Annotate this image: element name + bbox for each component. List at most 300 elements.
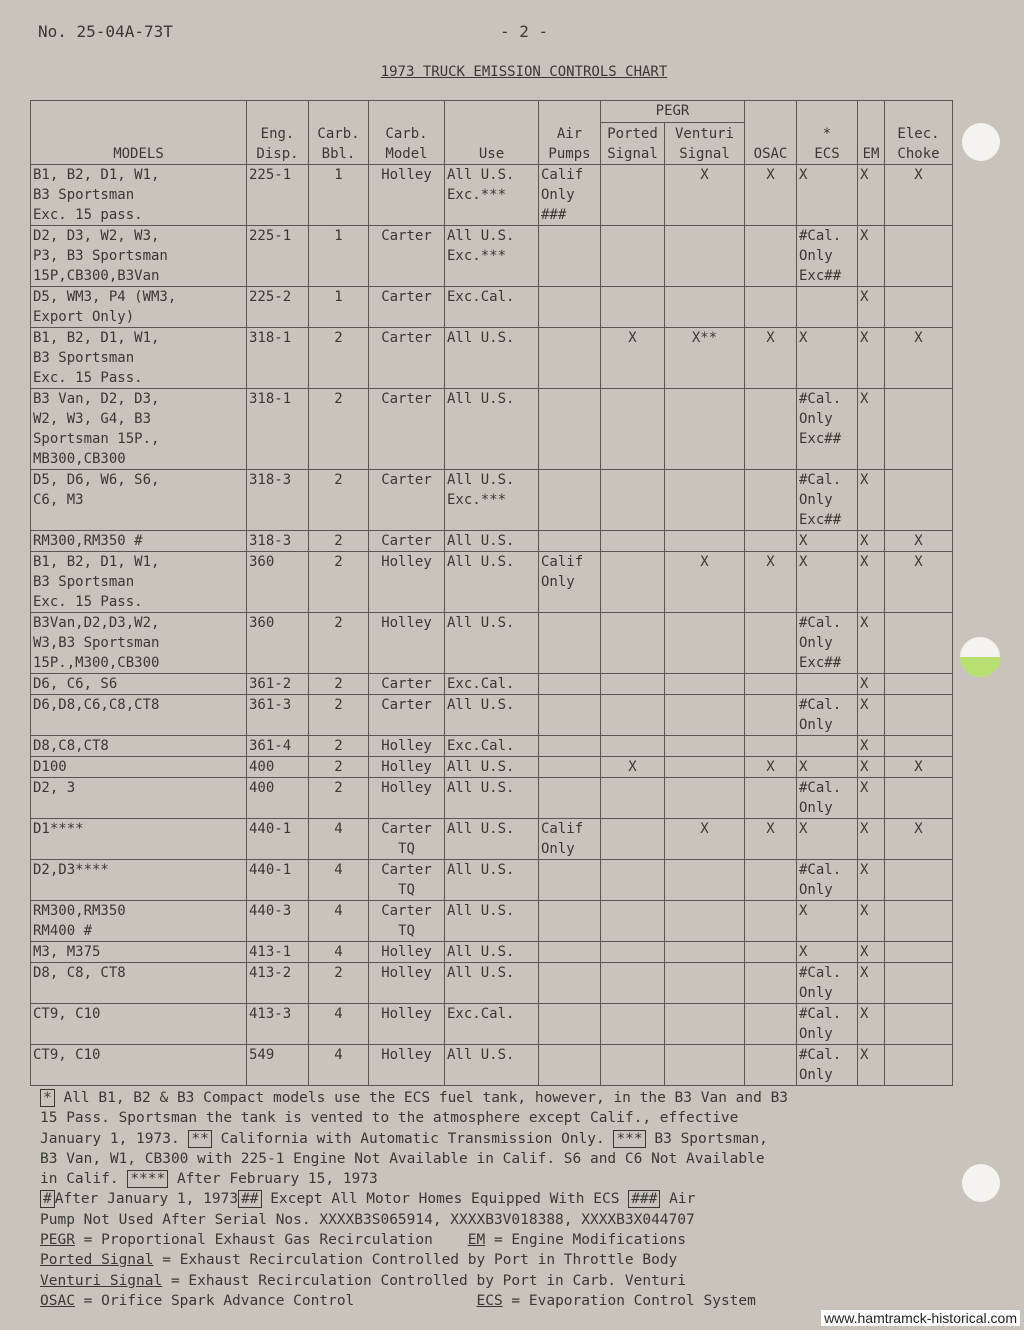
cell-elec-choke: X bbox=[885, 819, 953, 860]
cell-air-pumps: Calif Only bbox=[539, 552, 601, 613]
chart-title: 1973 TRUCK EMISSION CONTROLS CHART bbox=[380, 64, 668, 80]
col-carb-bbl: Carb. Bbl. bbox=[309, 101, 369, 165]
cell-ported-signal bbox=[601, 287, 665, 328]
cell-venturi-signal bbox=[665, 736, 745, 757]
cell-use: All U.S. bbox=[445, 1045, 539, 1086]
col-venturi-signal: Venturi Signal bbox=[665, 123, 745, 165]
cell-ported-signal: X bbox=[601, 328, 665, 389]
cell-venturi-signal: X** bbox=[665, 328, 745, 389]
footnote-2star-box: ** bbox=[188, 1130, 211, 1148]
cell-models: CT9, C10 bbox=[31, 1004, 247, 1045]
cell-models: RM300,RM350 RM400 # bbox=[31, 901, 247, 942]
cell-use: All U.S. bbox=[445, 757, 539, 778]
cell-em: X bbox=[858, 552, 885, 613]
table-row bbox=[31, 1004, 953, 1045]
table-row bbox=[31, 287, 953, 328]
cell-ported-signal bbox=[601, 552, 665, 613]
cell-use: All U.S. bbox=[445, 695, 539, 736]
cell-ported-signal bbox=[601, 470, 665, 531]
cell-ported-signal bbox=[601, 531, 665, 552]
cell-ecs: #Cal. Only bbox=[797, 1045, 858, 1086]
cell-air-pumps bbox=[539, 942, 601, 963]
cell-osac bbox=[745, 695, 797, 736]
cell-ecs: #Cal. Only bbox=[797, 695, 858, 736]
cell-elec-choke bbox=[885, 470, 953, 531]
cell-air-pumps bbox=[539, 1004, 601, 1045]
cell-carb-bbl: 4 bbox=[309, 1004, 369, 1045]
cell-osac: X bbox=[745, 757, 797, 778]
table-row bbox=[31, 695, 953, 736]
cell-use: All U.S. Exc.*** bbox=[445, 226, 539, 287]
col-ported-signal: Ported Signal bbox=[601, 123, 665, 165]
cell-air-pumps bbox=[539, 674, 601, 695]
cell-em: X bbox=[858, 226, 885, 287]
cell-ported-signal bbox=[601, 736, 665, 757]
binder-hole-top bbox=[962, 123, 1000, 161]
cell-em: X bbox=[858, 1045, 885, 1086]
term-osac: OSAC bbox=[40, 1292, 75, 1309]
col-ecs: * ECS bbox=[797, 101, 858, 165]
emission-controls-table bbox=[30, 100, 953, 1086]
cell-models: B3Van,D2,D3,W2, W3,B3 Sportsman 15P.,M300,CB300 bbox=[31, 613, 247, 674]
cell-venturi-signal bbox=[665, 942, 745, 963]
cell-carb-model: Carter bbox=[369, 674, 445, 695]
cell-air-pumps bbox=[539, 901, 601, 942]
cell-elec-choke bbox=[885, 778, 953, 819]
cell-models: D2, 3 bbox=[31, 778, 247, 819]
cell-carb-bbl: 2 bbox=[309, 695, 369, 736]
table-row bbox=[31, 328, 953, 389]
cell-venturi-signal bbox=[665, 901, 745, 942]
cell-ported-signal bbox=[601, 778, 665, 819]
cell-ported-signal bbox=[601, 901, 665, 942]
cell-em: X bbox=[858, 695, 885, 736]
cell-elec-choke: X bbox=[885, 531, 953, 552]
cell-carb-model: Holley bbox=[369, 963, 445, 1004]
cell-eng-disp: 225-2 bbox=[247, 287, 309, 328]
cell-ecs: X bbox=[797, 901, 858, 942]
cell-osac bbox=[745, 860, 797, 901]
footnote-4star-box: **** bbox=[127, 1170, 168, 1188]
cell-use: All U.S. bbox=[445, 963, 539, 1004]
table-row bbox=[31, 736, 953, 757]
watermark: www.hamtramck-historical.com bbox=[821, 1310, 1020, 1326]
cell-eng-disp: 318-3 bbox=[247, 531, 309, 552]
cell-venturi-signal: X bbox=[665, 165, 745, 226]
cell-ecs: X bbox=[797, 819, 858, 860]
cell-models: D5, D6, W6, S6, C6, M3 bbox=[31, 470, 247, 531]
cell-em: X bbox=[858, 942, 885, 963]
cell-carb-model: Carter TQ bbox=[369, 901, 445, 942]
cell-eng-disp: 318-3 bbox=[247, 470, 309, 531]
cell-use: All U.S. bbox=[445, 819, 539, 860]
footnote-star-box: * bbox=[40, 1089, 55, 1107]
cell-ecs: #Cal. Only bbox=[797, 1004, 858, 1045]
table-body bbox=[31, 165, 953, 1086]
cell-osac bbox=[745, 287, 797, 328]
cell-ecs bbox=[797, 674, 858, 695]
cell-use: All U.S. bbox=[445, 901, 539, 942]
cell-elec-choke: X bbox=[885, 328, 953, 389]
cell-carb-bbl: 2 bbox=[309, 674, 369, 695]
footnote-3hash-box: ### bbox=[628, 1190, 660, 1208]
cell-em: X bbox=[858, 165, 885, 226]
cell-air-pumps bbox=[539, 470, 601, 531]
cell-carb-bbl: 4 bbox=[309, 1045, 369, 1086]
term-venturi-signal: Venturi Signal bbox=[40, 1272, 163, 1289]
cell-air-pumps bbox=[539, 226, 601, 287]
cell-carb-model: Carter bbox=[369, 328, 445, 389]
term-ported-signal: Ported Signal bbox=[40, 1252, 154, 1269]
table-row bbox=[31, 963, 953, 1004]
cell-carb-model: Holley bbox=[369, 552, 445, 613]
cell-carb-bbl: 4 bbox=[309, 942, 369, 963]
cell-models: D8, C8, CT8 bbox=[31, 963, 247, 1004]
cell-carb-bbl: 2 bbox=[309, 778, 369, 819]
cell-use: All U.S. Exc.*** bbox=[445, 165, 539, 226]
cell-use: All U.S. bbox=[445, 328, 539, 389]
cell-use: All U.S. bbox=[445, 778, 539, 819]
cell-elec-choke bbox=[885, 1045, 953, 1086]
cell-osac bbox=[745, 963, 797, 1004]
cell-use: All U.S. Exc.*** bbox=[445, 470, 539, 531]
cell-osac bbox=[745, 389, 797, 470]
cell-eng-disp: 225-1 bbox=[247, 226, 309, 287]
cell-air-pumps bbox=[539, 389, 601, 470]
cell-carb-bbl: 1 bbox=[309, 165, 369, 226]
cell-use: Exc.Cal. bbox=[445, 674, 539, 695]
cell-air-pumps bbox=[539, 736, 601, 757]
cell-eng-disp: 440-1 bbox=[247, 819, 309, 860]
cell-use: All U.S. bbox=[445, 389, 539, 470]
cell-elec-choke bbox=[885, 1004, 953, 1045]
cell-osac bbox=[745, 942, 797, 963]
cell-venturi-signal bbox=[665, 470, 745, 531]
binder-hole-bottom bbox=[962, 1164, 1000, 1202]
footnotes: * All B1, B2 & B3 Compact models use the ECS fuel tank, however, in the B3 Van and B3 15 Pass. Sportsman the tank is vented to the atmosphere except Calif., effective January 1, 1973. ** California with Automatic Transmission Only. *** B3 Sportsman, B3 Van, W1, CB300 with 225-1 Engine Not Available in Calif. S6 and C6 Not Available in Calif. **** After February 15, 1973 # After January 1, 1973 ## Except All Motor Homes Equipped With ECS ### Air Pump Not Used After Serial Nos. XXXXB3S065914, XXXXB3V018388, XXXXB3X044707 PEGR = Proportional Exhaust Gas Recirculation EM = Engine Modifications Ported Signal = Exhaust Recirculation Controlled by Port in Throttle Body Venturi Signal = Exhaust Recirculation Controlled by Port in Carb. Venturi OSAC = Orifice Spark Advance Control ECS = Evaporation Control System bbox=[40, 1090, 789, 1309]
cell-ecs: #Cal. Only Exc## bbox=[797, 470, 858, 531]
cell-eng-disp: 440-1 bbox=[247, 860, 309, 901]
col-eng-disp: Eng. Disp. bbox=[247, 101, 309, 165]
cell-models: D2, D3, W2, W3, P3, B3 Sportsman 15P,CB300,B3Van bbox=[31, 226, 247, 287]
table-row bbox=[31, 470, 953, 531]
cell-ported-signal bbox=[601, 1045, 665, 1086]
cell-carb-bbl: 1 bbox=[309, 226, 369, 287]
table-row bbox=[31, 531, 953, 552]
cell-ecs: X bbox=[797, 531, 858, 552]
cell-em: X bbox=[858, 963, 885, 1004]
cell-carb-model: Holley bbox=[369, 757, 445, 778]
cell-elec-choke bbox=[885, 674, 953, 695]
cell-venturi-signal bbox=[665, 860, 745, 901]
cell-carb-bbl: 2 bbox=[309, 470, 369, 531]
col-osac: OSAC bbox=[745, 101, 797, 165]
cell-ecs: #Cal. Only Exc## bbox=[797, 613, 858, 674]
cell-carb-bbl: 2 bbox=[309, 963, 369, 1004]
cell-osac bbox=[745, 736, 797, 757]
cell-carb-model: Carter bbox=[369, 287, 445, 328]
cell-osac bbox=[745, 531, 797, 552]
cell-use: All U.S. bbox=[445, 531, 539, 552]
cell-em: X bbox=[858, 901, 885, 942]
cell-em: X bbox=[858, 287, 885, 328]
cell-air-pumps bbox=[539, 613, 601, 674]
cell-ecs: #Cal. Only bbox=[797, 778, 858, 819]
cell-em: X bbox=[858, 674, 885, 695]
cell-ecs: X bbox=[797, 165, 858, 226]
cell-ecs bbox=[797, 736, 858, 757]
col-elec-choke: Elec. Choke bbox=[885, 101, 953, 165]
cell-elec-choke bbox=[885, 389, 953, 470]
cell-air-pumps bbox=[539, 328, 601, 389]
cell-models: D6, C6, S6 bbox=[31, 674, 247, 695]
cell-ecs bbox=[797, 287, 858, 328]
cell-osac: X bbox=[745, 552, 797, 613]
cell-venturi-signal: X bbox=[665, 552, 745, 613]
cell-models: B1, B2, D1, W1, B3 Sportsman Exc. 15 Pass. bbox=[31, 328, 247, 389]
cell-models: CT9, C10 bbox=[31, 1045, 247, 1086]
cell-ecs: X bbox=[797, 552, 858, 613]
cell-venturi-signal bbox=[665, 531, 745, 552]
cell-carb-model: Carter bbox=[369, 470, 445, 531]
cell-carb-model: Holley bbox=[369, 1004, 445, 1045]
cell-carb-model: Holley bbox=[369, 778, 445, 819]
cell-carb-model: Holley bbox=[369, 1045, 445, 1086]
cell-eng-disp: 318-1 bbox=[247, 328, 309, 389]
table-row bbox=[31, 613, 953, 674]
cell-venturi-signal bbox=[665, 389, 745, 470]
cell-ported-signal bbox=[601, 226, 665, 287]
cell-ported-signal bbox=[601, 389, 665, 470]
cell-carb-bbl: 4 bbox=[309, 860, 369, 901]
cell-carb-model: Carter bbox=[369, 531, 445, 552]
cell-air-pumps bbox=[539, 531, 601, 552]
cell-models: D100 bbox=[31, 757, 247, 778]
cell-carb-model: Holley bbox=[369, 165, 445, 226]
cell-venturi-signal bbox=[665, 613, 745, 674]
cell-em: X bbox=[858, 778, 885, 819]
cell-elec-choke bbox=[885, 942, 953, 963]
cell-em: X bbox=[858, 328, 885, 389]
cell-venturi-signal bbox=[665, 1045, 745, 1086]
cell-osac: X bbox=[745, 328, 797, 389]
col-carb-model: Carb. Model bbox=[369, 101, 445, 165]
table-row bbox=[31, 778, 953, 819]
cell-eng-disp: 361-4 bbox=[247, 736, 309, 757]
cell-carb-bbl: 2 bbox=[309, 328, 369, 389]
cell-venturi-signal bbox=[665, 963, 745, 1004]
cell-ported-signal bbox=[601, 613, 665, 674]
cell-eng-disp: 361-3 bbox=[247, 695, 309, 736]
cell-osac bbox=[745, 470, 797, 531]
cell-elec-choke bbox=[885, 287, 953, 328]
cell-eng-disp: 361-2 bbox=[247, 674, 309, 695]
table-row bbox=[31, 165, 953, 226]
cell-eng-disp: 440-3 bbox=[247, 901, 309, 942]
cell-em: X bbox=[858, 860, 885, 901]
cell-em: X bbox=[858, 470, 885, 531]
cell-carb-model: Carter bbox=[369, 389, 445, 470]
cell-carb-bbl: 2 bbox=[309, 757, 369, 778]
cell-ecs: X bbox=[797, 757, 858, 778]
cell-em: X bbox=[858, 757, 885, 778]
cell-models: B3 Van, D2, D3, W2, W3, G4, B3 Sportsman 15P., MB300,CB300 bbox=[31, 389, 247, 470]
cell-elec-choke: X bbox=[885, 165, 953, 226]
cell-em: X bbox=[858, 736, 885, 757]
cell-carb-bbl: 4 bbox=[309, 901, 369, 942]
cell-ported-signal: X bbox=[601, 757, 665, 778]
cell-osac bbox=[745, 226, 797, 287]
cell-venturi-signal bbox=[665, 226, 745, 287]
table-row bbox=[31, 226, 953, 287]
cell-carb-bbl: 2 bbox=[309, 389, 369, 470]
table-row bbox=[31, 1045, 953, 1086]
cell-models: D6,D8,C6,C8,CT8 bbox=[31, 695, 247, 736]
cell-air-pumps: Calif Only bbox=[539, 819, 601, 860]
cell-use: Exc.Cal. bbox=[445, 736, 539, 757]
cell-eng-disp: 360 bbox=[247, 613, 309, 674]
cell-eng-disp: 400 bbox=[247, 757, 309, 778]
col-air-pumps: Air Pumps bbox=[539, 101, 601, 165]
cell-models: RM300,RM350 # bbox=[31, 531, 247, 552]
cell-ecs: #Cal. Only Exc## bbox=[797, 389, 858, 470]
col-models: MODELS bbox=[31, 101, 247, 165]
cell-ported-signal bbox=[601, 819, 665, 860]
cell-ecs: #Cal. Only bbox=[797, 860, 858, 901]
cell-ecs: #Cal. Only Exc## bbox=[797, 226, 858, 287]
table-row bbox=[31, 757, 953, 778]
cell-carb-model: Holley bbox=[369, 942, 445, 963]
cell-models: D1**** bbox=[31, 819, 247, 860]
cell-ported-signal bbox=[601, 963, 665, 1004]
cell-ported-signal bbox=[601, 860, 665, 901]
cell-models: D5, WM3, P4 (WM3, Export Only) bbox=[31, 287, 247, 328]
cell-eng-disp: 400 bbox=[247, 778, 309, 819]
footnote-2hash-box: ## bbox=[238, 1190, 261, 1208]
cell-use: Exc.Cal. bbox=[445, 1004, 539, 1045]
table-row bbox=[31, 901, 953, 942]
cell-carb-model: Holley bbox=[369, 736, 445, 757]
cell-air-pumps: Calif Only ### bbox=[539, 165, 601, 226]
cell-ecs: #Cal. Only bbox=[797, 963, 858, 1004]
cell-carb-bbl: 2 bbox=[309, 736, 369, 757]
cell-venturi-signal bbox=[665, 757, 745, 778]
table-row bbox=[31, 819, 953, 860]
cell-carb-model: Carter TQ bbox=[369, 819, 445, 860]
cell-eng-disp: 225-1 bbox=[247, 165, 309, 226]
table-row bbox=[31, 860, 953, 901]
cell-osac bbox=[745, 1045, 797, 1086]
cell-elec-choke bbox=[885, 226, 953, 287]
table-row bbox=[31, 552, 953, 613]
cell-air-pumps bbox=[539, 1045, 601, 1086]
cell-carb-model: Carter TQ bbox=[369, 860, 445, 901]
binder-tab bbox=[960, 637, 1000, 677]
col-pegr-group: PEGR bbox=[601, 101, 745, 123]
cell-use: Exc.Cal. bbox=[445, 287, 539, 328]
cell-em: X bbox=[858, 613, 885, 674]
cell-venturi-signal: X bbox=[665, 819, 745, 860]
table-row bbox=[31, 942, 953, 963]
cell-ported-signal bbox=[601, 674, 665, 695]
cell-carb-model: Carter bbox=[369, 226, 445, 287]
cell-venturi-signal bbox=[665, 778, 745, 819]
cell-carb-bbl: 1 bbox=[309, 287, 369, 328]
cell-em: X bbox=[858, 389, 885, 470]
cell-elec-choke bbox=[885, 901, 953, 942]
cell-elec-choke bbox=[885, 736, 953, 757]
cell-osac bbox=[745, 778, 797, 819]
cell-use: All U.S. bbox=[445, 552, 539, 613]
cell-air-pumps bbox=[539, 860, 601, 901]
cell-osac: X bbox=[745, 819, 797, 860]
cell-venturi-signal bbox=[665, 674, 745, 695]
cell-ecs: X bbox=[797, 328, 858, 389]
cell-air-pumps bbox=[539, 287, 601, 328]
page-number: - 2 - bbox=[500, 22, 549, 41]
cell-osac bbox=[745, 1004, 797, 1045]
cell-elec-choke: X bbox=[885, 757, 953, 778]
cell-osac bbox=[745, 613, 797, 674]
cell-osac bbox=[745, 674, 797, 695]
cell-carb-bbl: 4 bbox=[309, 819, 369, 860]
cell-em: X bbox=[858, 1004, 885, 1045]
cell-ecs: X bbox=[797, 942, 858, 963]
cell-use: All U.S. bbox=[445, 613, 539, 674]
cell-eng-disp: 549 bbox=[247, 1045, 309, 1086]
term-ecs: ECS bbox=[476, 1292, 503, 1309]
cell-models: B1, B2, D1, W1, B3 Sportsman Exc. 15 pass. bbox=[31, 165, 247, 226]
cell-air-pumps bbox=[539, 778, 601, 819]
cell-ported-signal bbox=[601, 695, 665, 736]
footnote-hash-box: # bbox=[40, 1190, 55, 1208]
col-use: Use bbox=[445, 101, 539, 165]
table-row bbox=[31, 389, 953, 470]
cell-eng-disp: 413-1 bbox=[247, 942, 309, 963]
cell-osac bbox=[745, 901, 797, 942]
cell-carb-bbl: 2 bbox=[309, 613, 369, 674]
cell-air-pumps bbox=[539, 695, 601, 736]
cell-venturi-signal bbox=[665, 1004, 745, 1045]
cell-models: B1, B2, D1, W1, B3 Sportsman Exc. 15 Pass. bbox=[31, 552, 247, 613]
cell-ported-signal bbox=[601, 942, 665, 963]
cell-elec-choke bbox=[885, 860, 953, 901]
term-pegr: PEGR bbox=[40, 1232, 75, 1249]
document-number: No. 25-04A-73T bbox=[38, 22, 173, 41]
cell-use: All U.S. bbox=[445, 860, 539, 901]
cell-use: All U.S. bbox=[445, 942, 539, 963]
cell-osac: X bbox=[745, 165, 797, 226]
cell-carb-bbl: 2 bbox=[309, 552, 369, 613]
cell-models: D2,D3**** bbox=[31, 860, 247, 901]
col-em: EM bbox=[858, 101, 885, 165]
cell-carb-model: Holley bbox=[369, 613, 445, 674]
cell-elec-choke bbox=[885, 963, 953, 1004]
cell-em: X bbox=[858, 531, 885, 552]
cell-elec-choke bbox=[885, 695, 953, 736]
cell-elec-choke: X bbox=[885, 552, 953, 613]
cell-venturi-signal bbox=[665, 695, 745, 736]
cell-carb-bbl: 2 bbox=[309, 531, 369, 552]
cell-models: M3, M375 bbox=[31, 942, 247, 963]
cell-ported-signal bbox=[601, 1004, 665, 1045]
table-row bbox=[31, 674, 953, 695]
cell-ported-signal bbox=[601, 165, 665, 226]
cell-eng-disp: 413-3 bbox=[247, 1004, 309, 1045]
footnote-3star-box: *** bbox=[613, 1130, 645, 1148]
cell-eng-disp: 413-2 bbox=[247, 963, 309, 1004]
term-em: EM bbox=[467, 1232, 486, 1249]
